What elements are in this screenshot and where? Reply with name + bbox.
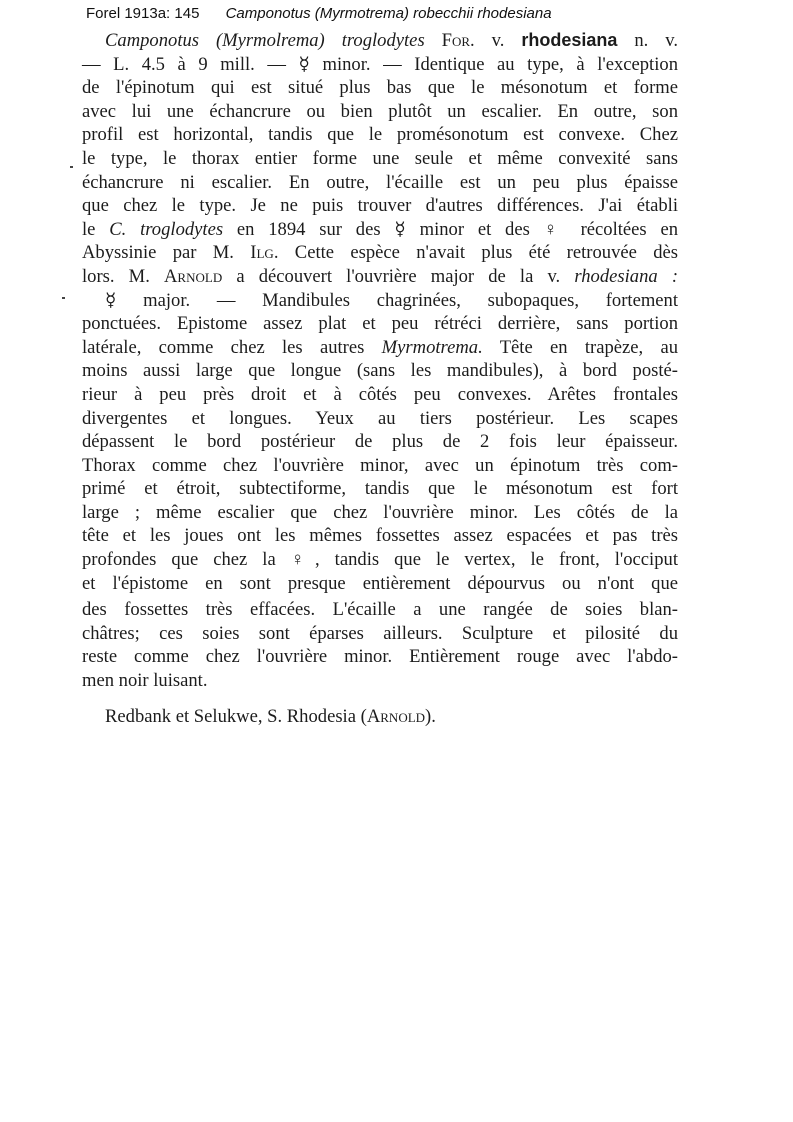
text-run: Tête en trapèze, au xyxy=(499,336,679,358)
text-line: reste comme chez l'ouvrière minor. Entièrement rouge avec l'abdo- xyxy=(82,646,678,668)
text-line xyxy=(82,336,678,360)
citation-reference: Forel 1913a: 145 xyxy=(86,5,200,22)
text-line: dépassent le bord postérieur de plus de 2 fois leur épaisseur. xyxy=(82,431,678,453)
text-line: men noir luisant. xyxy=(82,670,208,692)
collector-name: Arnold xyxy=(164,265,223,287)
locality-line xyxy=(105,705,436,729)
text-line: châtres; ces soies sont éparses ailleurs. Sculpture et pilosité du xyxy=(82,622,678,644)
species-name: C. troglodytes xyxy=(109,218,224,240)
text-line: ☿ major. — Mandibules chagrinées, subopaques, fortement xyxy=(105,289,678,311)
running-head xyxy=(86,5,552,23)
new-variety-mark: n. v. xyxy=(634,30,678,51)
variety-name: rhodesiana : xyxy=(574,265,679,287)
text-line: que chez le type. Je ne puis trouver d'autres différences. J'ai établi xyxy=(82,195,678,217)
scan-speck xyxy=(62,297,65,299)
text-line: — L. 4.5 à 9 mill. — ☿ minor. — Identique au type, à l'exception xyxy=(82,53,678,75)
scan-speck xyxy=(70,166,73,168)
text-line: ponctuées. Epistome assez plat et peu rétréci derrière, sans portion xyxy=(82,313,678,335)
text-line: profondes que chez la ♀, tandis que le vertex, le front, l'occiput xyxy=(82,549,678,571)
text-run: . Cette espèce n'avait plus été retrouvée dès xyxy=(273,242,678,264)
description-body xyxy=(82,29,678,693)
text-run: lors. M. xyxy=(82,265,150,287)
locality-text: ). xyxy=(425,706,436,727)
text-line: échancrure ni escalier. En outre, l'écaille est un peu plus épaisse xyxy=(82,171,678,193)
author-abbrev: For. xyxy=(441,30,475,51)
text-line: le type, le thorax entier forme une seule et même convexité sans xyxy=(82,147,678,169)
genus-name: Camponotus xyxy=(105,30,200,51)
text-line: divergentes et longues. Yeux au tiers postérieur. Les scapes xyxy=(82,407,678,429)
text-line: avec lui une échancrure ou bien plutôt un escalier. En outre, son xyxy=(82,100,678,122)
species-name: troglodytes xyxy=(341,30,425,51)
collector-name: Arnold xyxy=(366,706,426,727)
subgenus-name: Myrmotrema. xyxy=(381,336,483,358)
text-line: de l'épinotum qui est situé plus bas que le mésonotum et forme xyxy=(82,77,678,99)
variety-name: rhodesiana xyxy=(521,30,618,50)
text-run: latérale, comme chez les autres xyxy=(82,336,365,358)
rank-abbrev: v. xyxy=(491,30,505,51)
text-line xyxy=(82,265,678,289)
text-run: Abyssinie par M. xyxy=(82,242,234,264)
subgenus-name: (Myrmolrema) xyxy=(215,30,325,51)
text-run: le xyxy=(82,218,96,240)
text-line: Thorax comme chez l'ouvrière minor, avec un épinotum très com- xyxy=(82,454,678,476)
text-line: et l'épistome en sont presque entièrement dépourvus ou n'ont que xyxy=(82,572,678,594)
text-line: profil est horizontal, tandis que le promésonotum est convexe. Chez xyxy=(82,124,678,146)
text-line xyxy=(82,218,678,242)
text-run: a découvert l'ouvrière major de la v. xyxy=(236,265,561,287)
text-line xyxy=(82,29,678,53)
text-line: moins aussi large que longue (sans les mandibules), à bord posté- xyxy=(82,360,678,382)
text-line: des fossettes très effacées. L'écaille a une rangée de soies blan- xyxy=(82,599,678,621)
text-line: rieur à peu près droit et à côtés peu convexes. Arêtes frontales xyxy=(82,383,678,405)
collector-name: Ilg xyxy=(250,242,274,264)
text-run: en 1894 sur des ☿ minor et des ♀ récoltées en xyxy=(236,218,678,240)
text-line: tête et les joues ont les mêmes fossettes assez espacées et pas très xyxy=(82,525,678,547)
text-line: primé et étroit, subtectiforme, tandis que le mésonotum est fort xyxy=(82,478,678,500)
text-line xyxy=(82,241,678,265)
taxon-title: Camponotus (Myrmotrema) robecchii rhodesiana xyxy=(225,5,552,22)
locality-text: Redbank et Selukwe, S. Rhodesia ( xyxy=(105,706,367,727)
text-line: large ; même escalier que chez l'ouvrière minor. Les côtés de la xyxy=(82,501,678,523)
